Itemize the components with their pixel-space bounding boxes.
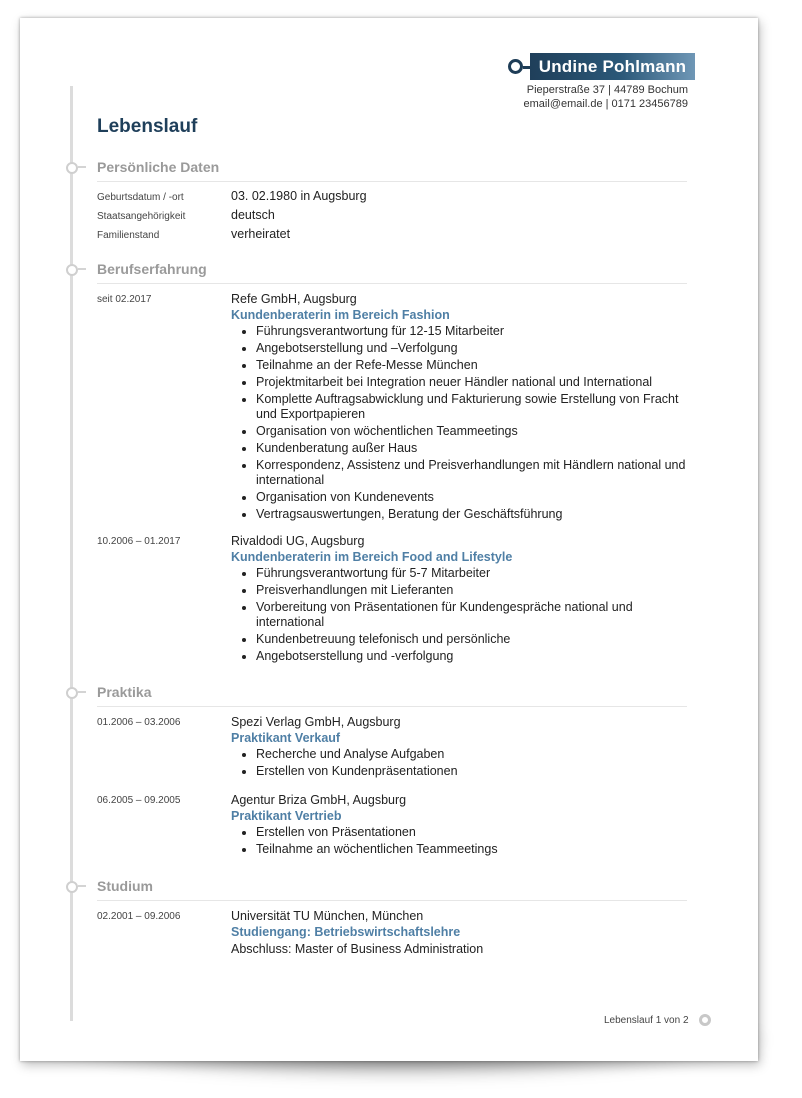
- list-item: • Kundenberatung außer Haus: [256, 441, 691, 456]
- document-title: Lebenslauf: [97, 116, 198, 137]
- applicant-name: Undine Pohlmann: [530, 53, 695, 80]
- section-node-icon: [66, 162, 78, 174]
- list-item: • Führungsverantwortung für 12-15 Mitarbeiter: [256, 324, 691, 339]
- label-birth: Geburtsdatum / -ort: [97, 192, 184, 203]
- section-tick: [78, 166, 86, 168]
- entry-company: Rivaldodi UG, Augsburg: [231, 534, 365, 548]
- page-number: Lebenslauf 1 von 2: [604, 1015, 689, 1026]
- entry-date: 10.2006 – 01.2017: [97, 536, 181, 547]
- entry-role: Praktikant Verkauf: [231, 731, 341, 745]
- entry-bullet-list: [231, 324, 691, 522]
- section-divider: [97, 706, 687, 707]
- section-divider: [97, 181, 687, 182]
- section-title-internships: Praktika: [97, 684, 152, 700]
- section-title-work: Berufserfahrung: [97, 261, 207, 277]
- entry-bullet-list: [231, 566, 691, 664]
- section-divider: [97, 900, 687, 901]
- entry-bullet-list: [231, 747, 691, 779]
- work-entry-rivaldodi: [231, 533, 691, 666]
- section-title-personal: Persönliche Daten: [97, 159, 220, 175]
- section-tick: [78, 268, 86, 270]
- entry-date: 02.2001 – 09.2006: [97, 911, 181, 922]
- entry-role: Kundenberaterin im Bereich Food and Lifestyle: [231, 550, 513, 564]
- list-item: • Komplette Auftragsabwicklung und Fakturierung sowie Erstellung von Fracht und Exportpapieren: [256, 392, 691, 422]
- list-item: • Angebotserstellung und –Verfolgung: [256, 341, 691, 356]
- list-item: • Teilnahme an der Refe-Messe München: [256, 358, 691, 373]
- section-node-icon: [66, 687, 78, 699]
- value-nationality: deutsch: [231, 208, 275, 222]
- entry-company: Universität TU München, München: [231, 909, 424, 923]
- value-marital-status: verheiratet: [231, 227, 291, 241]
- section-title-studies: Studium: [97, 878, 153, 894]
- contact-line: email@email.de | 0171 23456789: [523, 98, 688, 110]
- list-item: • Führungsverantwortung für 5-7 Mitarbeiter: [256, 566, 691, 581]
- address-line: Pieperstraße 37 | 44789 Bochum: [526, 84, 688, 96]
- list-item: • Projektmitarbeit bei Integration neuer Händler national und International: [256, 375, 691, 390]
- footer-dot-icon: [699, 1014, 711, 1026]
- list-item: • Recherche und Analyse Aufgaben: [256, 747, 691, 762]
- list-item: • Vertragsauswertungen, Beratung der Geschäftsführung: [256, 507, 691, 522]
- list-item: • Organisation von Kundenevents: [256, 490, 691, 505]
- section-tick: [78, 885, 86, 887]
- section-node-icon: [66, 881, 78, 893]
- list-item: • Preisverhandlungen mit Lieferanten: [256, 583, 691, 598]
- work-entry-refe: [231, 291, 691, 524]
- entry-role: Praktikant Vertrieb: [231, 809, 342, 823]
- entry-date: 06.2005 – 09.2005: [97, 795, 181, 806]
- list-item: • Erstellen von Präsentationen: [256, 825, 691, 840]
- list-item: • Korrespondenz, Assistenz und Preisverhandlungen mit Händlern national und international: [256, 458, 691, 488]
- section-node-icon: [66, 264, 78, 276]
- list-item: • Kundenbetreuung telefonisch und persönliche: [256, 632, 691, 647]
- contact-block: [524, 83, 688, 111]
- list-item: • Erstellen von Kundenpräsentationen: [256, 764, 691, 779]
- entry-company: Spezi Verlag GmbH, Augsburg: [231, 715, 401, 729]
- entry-company: Refe GmbH, Augsburg: [231, 292, 357, 306]
- internship-entry-briza: [231, 792, 691, 859]
- section-tick: [78, 691, 86, 693]
- internship-entry-spezi: [231, 714, 691, 781]
- value-birth: 03. 02.1980 in Augsburg: [231, 189, 367, 203]
- list-item: • Angebotserstellung und -verfolgung: [256, 649, 691, 664]
- label-nationality: Staatsangehörigkeit: [97, 211, 186, 222]
- entry-bullet-list: [231, 825, 691, 857]
- entry-role: Studiengang: Betriebswirtschaftslehre: [231, 925, 461, 939]
- header-dot-icon: [508, 59, 523, 74]
- study-entry-tu: [231, 908, 691, 957]
- resume-page: [20, 18, 758, 1061]
- entry-date: 01.2006 – 03.2006: [97, 717, 181, 728]
- entry-company: Agentur Briza GmbH, Augsburg: [231, 793, 407, 807]
- entry-degree: Abschluss: Master of Business Administration: [231, 942, 484, 956]
- list-item: • Vorbereitung von Präsentationen für Kundengespräche national und international: [256, 600, 691, 630]
- list-item: • Organisation von wöchentlichen Teammeetings: [256, 424, 691, 439]
- entry-date: seit 02.2017: [97, 294, 152, 305]
- section-divider: [97, 283, 687, 284]
- list-item: • Teilnahme an wöchentlichen Teammeetings: [256, 842, 691, 857]
- label-marital-status: Familienstand: [97, 230, 160, 241]
- entry-role: Kundenberaterin im Bereich Fashion: [231, 308, 450, 322]
